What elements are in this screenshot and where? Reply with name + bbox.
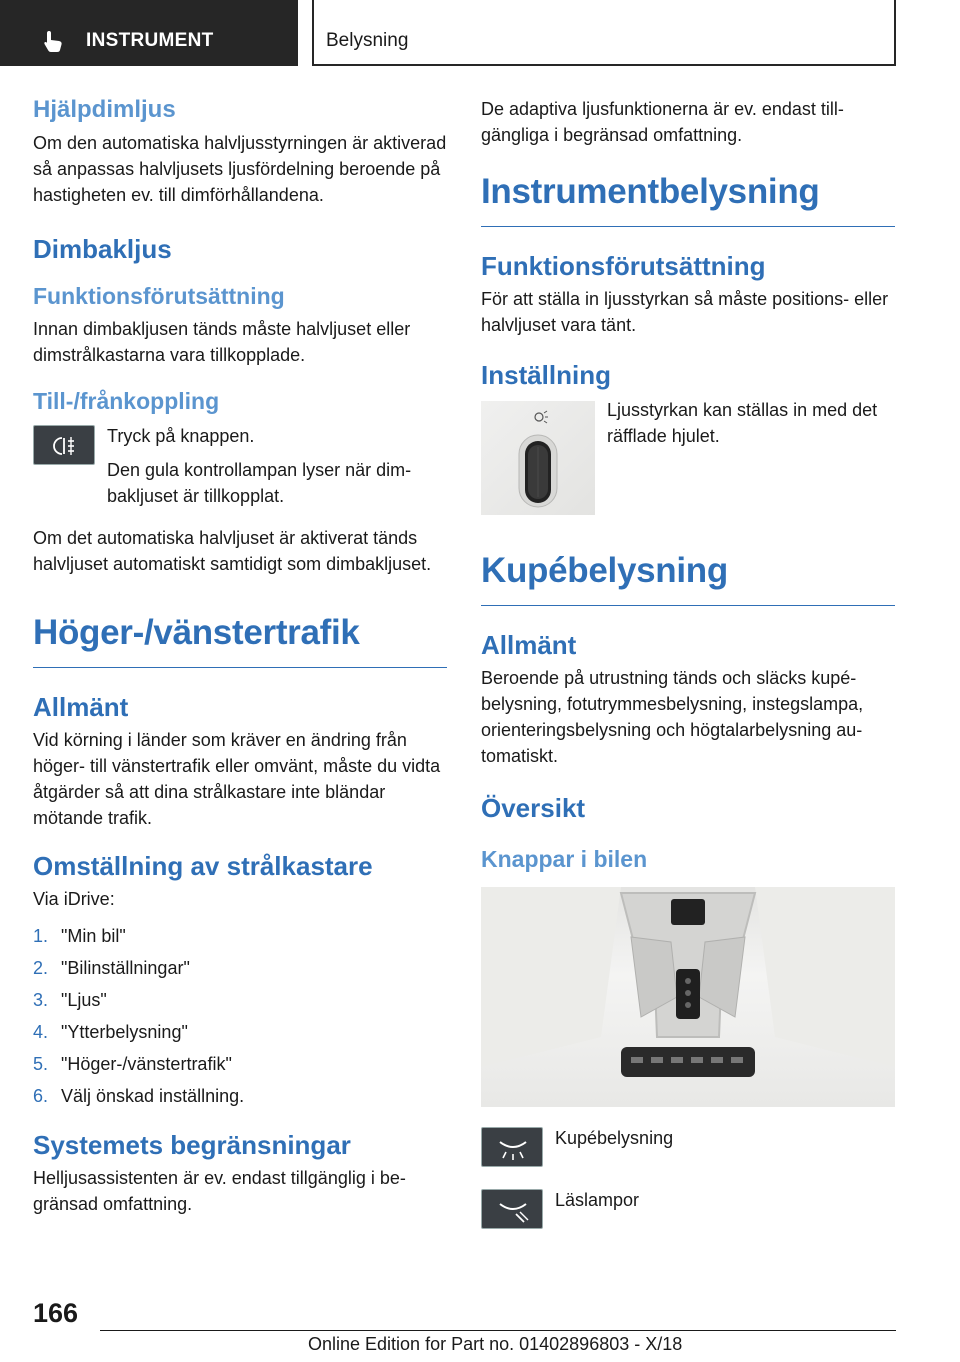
heading-kupebelysning: Kupébelysning <box>481 551 895 606</box>
list-item <box>33 1016 447 1048</box>
paragraph: Helljusassistenten är ev. endast tillgänglig i begränsad omfattning. <box>33 1168 406 1214</box>
fog-light-button-row <box>33 423 447 509</box>
subheading-till-frankoppling: Till-/frånkoppling <box>33 388 220 414</box>
page-header <box>0 0 960 66</box>
legend-label: Läslampor <box>555 1190 640 1210</box>
step-text: "Bilinställningar" <box>61 958 190 978</box>
rear-fog-light-button <box>33 425 95 465</box>
list-item <box>33 952 447 984</box>
chapter-tab-label: INSTRUMENT <box>86 30 214 51</box>
reading-light-icon <box>482 1190 544 1230</box>
paragraph: Om den automatiska halvljusstyrningen är aktiverad så anpassas halvljusets ljusfördelning beroende på hastigheten ev. till dimförhållandena. <box>33 133 447 205</box>
roof-console-photo <box>481 887 895 1107</box>
step-number: 2. <box>33 958 49 978</box>
footer-divider <box>100 1330 896 1331</box>
step-text: "Ljus" <box>61 990 107 1010</box>
paragraph: Via iDrive: <box>33 889 115 909</box>
breadcrumb <box>312 0 896 66</box>
step-number: 6. <box>33 1086 49 1106</box>
step-number: 5. <box>33 1054 49 1074</box>
heading-hjalpdimljus: Hjälpdimljus <box>33 96 176 123</box>
paragraph: Innan dimbakljusen tänds måste halvljuset eller dimstrålkastarna vara tillkopplade. <box>33 319 411 365</box>
paragraph: De adaptiva ljusfunktionerna är ev. endast tillgängliga i begränsad omfattning. <box>481 99 844 145</box>
paragraph: Beroende på utrustning tänds och släcks kupébelysning, fotutrymmesbelysning, instegslampa, orienteringsbelysning och högtalarbelysning automatiskt. <box>481 668 864 766</box>
heading-instrumentbelysning: Instrumentbelysning <box>481 172 895 227</box>
subheading-knappar-i-bilen: Knappar i bilen <box>481 846 648 872</box>
list-item <box>33 984 447 1016</box>
page-number: 166 <box>33 1298 79 1328</box>
left-column <box>33 96 447 1217</box>
interior-light-button <box>481 1127 543 1167</box>
legend-reading-light <box>481 1187 895 1231</box>
paragraph: För att ställa in ljusstyrkan så måste positions- eller halvljuset vara tänt. <box>481 289 889 335</box>
brightness-wheel-row <box>481 397 895 515</box>
idrive-steps-list <box>33 920 447 1112</box>
breadcrumb-label: Belysning <box>326 30 409 51</box>
interior-light-icon <box>482 1128 544 1168</box>
reading-light-button <box>481 1189 543 1229</box>
list-item <box>33 1048 447 1080</box>
list-item <box>33 920 447 952</box>
paragraph: Vid körning i länder som kräver en ändring från höger- till vänstertrafik eller omvänt, måste du vidta åtgärder så att dina strålkastare inte bländar mötande trafik. <box>33 730 441 828</box>
edition-text: Online Edition for Part no. 01402896803 - X/18 <box>308 1334 683 1354</box>
step-number: 1. <box>33 926 49 946</box>
legend-label: Kupébelysning <box>555 1128 674 1148</box>
paragraph: Ljusstyrkan kan ställas in med det räfflade hjulet. <box>607 400 878 446</box>
step-text: Tryck på knappen. <box>107 426 255 446</box>
step-number: 3. <box>33 990 49 1010</box>
rear-fog-light-icon <box>34 426 96 466</box>
subheading-installning: Inställning <box>481 360 611 390</box>
page-footer <box>0 1290 960 1362</box>
right-column <box>481 96 895 1231</box>
heading-dimbakljus: Dimbakljus <box>33 234 172 264</box>
brightness-wheel-photo <box>481 401 595 515</box>
subheading-funktionsforutsattning: Funktionsförutsättning <box>481 251 766 281</box>
legend-interior-light <box>481 1125 895 1169</box>
chapter-tab[interactable] <box>0 0 298 66</box>
list-item <box>33 1080 447 1112</box>
step-text: "Ytterbelysning" <box>61 1022 188 1042</box>
subheading-oversikt: Översikt <box>481 793 586 823</box>
roof-console-image <box>481 887 895 1107</box>
subheading-omstallning: Omställning av strålkastare <box>33 851 373 881</box>
subheading-allmant: Allmänt <box>33 692 129 722</box>
step-text: Välj önskad inställning. <box>61 1086 245 1106</box>
subheading-funktionsforutsattning: Funktionsförutsättning <box>33 283 285 309</box>
subheading-allmant: Allmänt <box>481 630 577 660</box>
step-number: 4. <box>33 1022 49 1042</box>
heading-hoger-vanstertrafik: Höger-/vänstertrafik <box>33 613 447 668</box>
step-text: "Min bil" <box>61 926 126 946</box>
brightness-wheel-image <box>481 401 595 515</box>
step-text: Den gula kontrollampan lyser när dimbakljuset är tillkopplat. <box>107 460 412 506</box>
subheading-systemets-begransningar: Systemets begränsningar <box>33 1130 351 1160</box>
hand-pointer-icon <box>40 28 66 54</box>
step-text: "Höger-/vänstertrafik" <box>61 1054 232 1074</box>
paragraph: Om det automatiska halvljuset är aktiverat tänds halvljuset automatiskt samtidigt som dimbakljuset. <box>33 528 432 574</box>
